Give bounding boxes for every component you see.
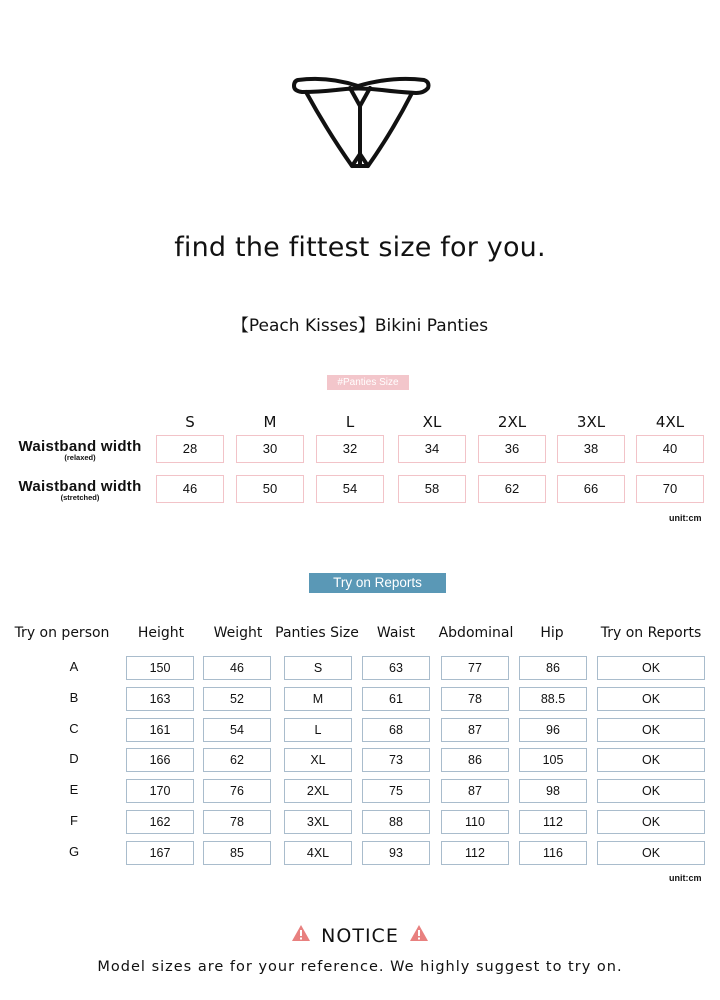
report-cell-abdominal: 112 bbox=[441, 841, 509, 865]
size-cell: 70 bbox=[636, 475, 704, 503]
notice-heading bbox=[0, 924, 720, 948]
report-cell-size: S bbox=[284, 656, 352, 680]
row-label-sub: (relaxed) bbox=[64, 453, 96, 462]
size-cell: 28 bbox=[156, 435, 224, 463]
report-cell-size: M bbox=[284, 687, 352, 711]
report-cell-height: 170 bbox=[126, 779, 194, 803]
size-header-s: S bbox=[185, 413, 195, 431]
size-cell: 30 bbox=[236, 435, 304, 463]
try-on-person: D bbox=[69, 751, 79, 767]
size-unit-label: unit:cm bbox=[669, 513, 702, 523]
report-cell-hip: 86 bbox=[519, 656, 587, 680]
report-cell-weight: 76 bbox=[203, 779, 271, 803]
try-on-person: F bbox=[70, 813, 78, 828]
report-cell-report: OK bbox=[597, 656, 705, 680]
report-cell-height: 150 bbox=[126, 656, 194, 680]
report-cell-hip: 112 bbox=[519, 810, 587, 834]
row-label-sub: (stretched) bbox=[60, 493, 100, 502]
report-cell-size: 3XL bbox=[284, 810, 352, 834]
report-header-weight: Weight bbox=[213, 625, 263, 641]
report-cell-size: 4XL bbox=[284, 841, 352, 865]
size-cell: 46 bbox=[156, 475, 224, 503]
report-cell-report: OK bbox=[597, 687, 705, 711]
report-cell-hip: 98 bbox=[519, 779, 587, 803]
report-cell-report: OK bbox=[597, 779, 705, 803]
size-cell: 62 bbox=[478, 475, 546, 503]
report-cell-weight: 46 bbox=[203, 656, 271, 680]
size-cell: 40 bbox=[636, 435, 704, 463]
product-title: 【Peach Kisses】Bikini Panties bbox=[231, 316, 489, 336]
report-cell-waist: 75 bbox=[362, 779, 430, 803]
report-cell-size: L bbox=[284, 718, 352, 742]
notice-title: NOTICE bbox=[321, 924, 399, 947]
report-cell-report: OK bbox=[597, 810, 705, 834]
size-cell: 50 bbox=[236, 475, 304, 503]
report-cell-hip: 105 bbox=[519, 748, 587, 772]
size-cell: 58 bbox=[398, 475, 466, 503]
report-cell-waist: 61 bbox=[362, 687, 430, 711]
row-label-main: Waistband width bbox=[18, 478, 142, 495]
size-cell: 36 bbox=[478, 435, 546, 463]
try-on-person: G bbox=[68, 843, 80, 859]
report-cell-waist: 93 bbox=[362, 841, 430, 865]
size-header-3xl: 3XL bbox=[576, 413, 606, 431]
report-header-height: Height bbox=[137, 625, 185, 641]
report-cell-height: 161 bbox=[126, 718, 194, 742]
size-header-m: M bbox=[263, 413, 277, 431]
row-label-main: Waistband width bbox=[18, 438, 142, 455]
waistband-row-label bbox=[12, 478, 148, 502]
size-header-l: L bbox=[345, 413, 355, 431]
size-header-xl: XL bbox=[422, 413, 442, 431]
warning-icon bbox=[409, 924, 429, 947]
report-cell-weight: 78 bbox=[203, 810, 271, 834]
report-cell-waist: 88 bbox=[362, 810, 430, 834]
report-unit-label: unit:cm bbox=[669, 873, 702, 883]
try-on-reports-badge: Try on Reports bbox=[309, 573, 446, 593]
try-on-person: A bbox=[69, 659, 79, 674]
report-header-panties-size: Panties Size bbox=[275, 625, 359, 641]
try-on-person: B bbox=[69, 689, 79, 705]
size-header-4xl: 4XL bbox=[655, 413, 685, 431]
report-cell-abdominal: 87 bbox=[441, 718, 509, 742]
report-cell-hip: 96 bbox=[519, 718, 587, 742]
report-cell-height: 166 bbox=[126, 748, 194, 772]
report-header-abdominal: Abdominal bbox=[438, 625, 514, 641]
report-header-hip: Hip bbox=[540, 625, 564, 641]
report-cell-height: 163 bbox=[126, 687, 194, 711]
report-cell-hip: 88.5 bbox=[519, 687, 587, 711]
report-header-try-on-reports: Try on Reports bbox=[600, 625, 702, 641]
report-cell-weight: 62 bbox=[203, 748, 271, 772]
report-cell-hip: 116 bbox=[519, 841, 587, 865]
report-cell-report: OK bbox=[597, 841, 705, 865]
try-on-person: E bbox=[69, 782, 79, 798]
warning-icon bbox=[291, 924, 311, 947]
size-cell: 54 bbox=[316, 475, 384, 503]
report-cell-report: OK bbox=[597, 748, 705, 772]
report-cell-size: XL bbox=[284, 748, 352, 772]
waistband-row-label bbox=[12, 438, 148, 462]
report-cell-report: OK bbox=[597, 718, 705, 742]
size-cell: 66 bbox=[557, 475, 625, 503]
report-cell-height: 162 bbox=[126, 810, 194, 834]
panties-size-badge: #Panties Size bbox=[327, 375, 409, 390]
report-cell-size: 2XL bbox=[284, 779, 352, 803]
tagline: find the fittest size for you. bbox=[174, 232, 546, 263]
report-cell-abdominal: 86 bbox=[441, 748, 509, 772]
try-on-person: C bbox=[69, 720, 79, 736]
report-cell-waist: 63 bbox=[362, 656, 430, 680]
size-cell: 38 bbox=[557, 435, 625, 463]
report-cell-weight: 54 bbox=[203, 718, 271, 742]
size-cell: 34 bbox=[398, 435, 466, 463]
report-cell-waist: 73 bbox=[362, 748, 430, 772]
report-cell-weight: 52 bbox=[203, 687, 271, 711]
report-cell-abdominal: 87 bbox=[441, 779, 509, 803]
report-cell-abdominal: 78 bbox=[441, 687, 509, 711]
size-cell: 32 bbox=[316, 435, 384, 463]
report-cell-abdominal: 110 bbox=[441, 810, 509, 834]
report-cell-weight: 85 bbox=[203, 841, 271, 865]
report-header-waist: Waist bbox=[376, 625, 416, 641]
report-cell-abdominal: 77 bbox=[441, 656, 509, 680]
size-header-2xl: 2XL bbox=[497, 413, 527, 431]
report-header-try-on-person: Try on person bbox=[14, 625, 110, 641]
report-cell-waist: 68 bbox=[362, 718, 430, 742]
report-cell-height: 167 bbox=[126, 841, 194, 865]
panties-icon bbox=[288, 72, 434, 176]
notice-text: Model sizes are for your reference. We highly suggest to try on. bbox=[97, 959, 623, 975]
